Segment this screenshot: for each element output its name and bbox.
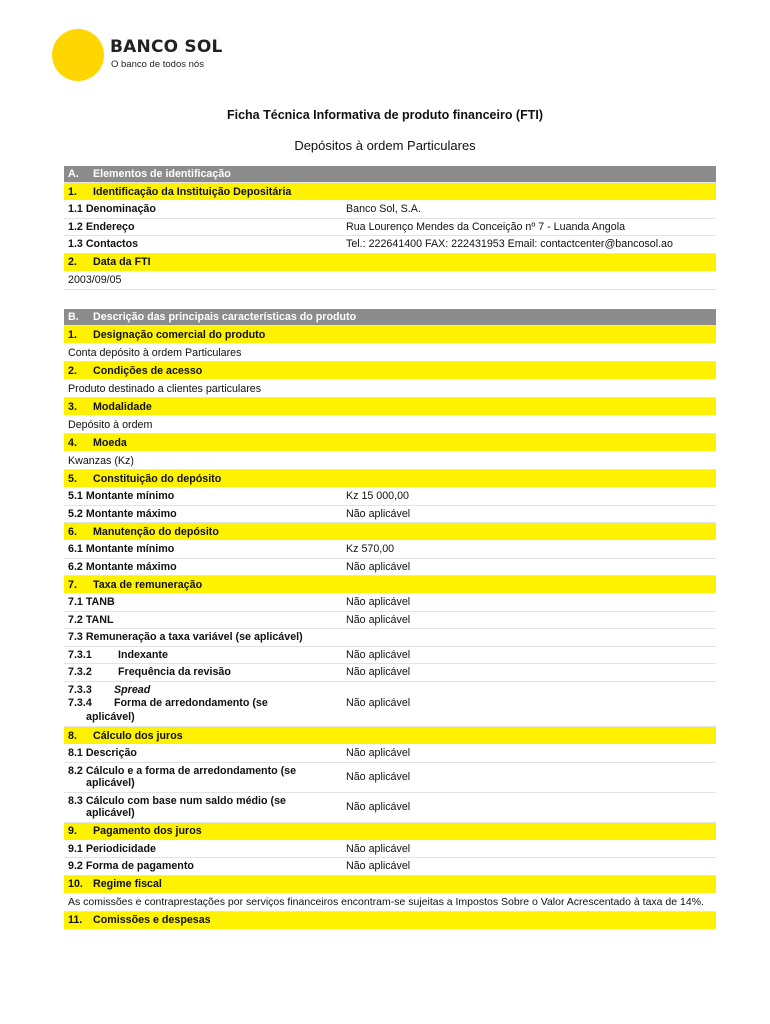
table-row: 9.2 Forma de pagamento Não aplicável — [64, 858, 716, 876]
section-a-table — [64, 166, 716, 290]
section-header: A. Elementos de identificação — [64, 166, 716, 183]
table-row: Kwanzas (Kz) — [64, 452, 716, 470]
subsection-header: 3. Modalidade — [64, 398, 716, 416]
subsection-header: 6. Manutenção do depósito — [64, 523, 716, 541]
table-row: Produto destinado a clientes particulares — [64, 380, 716, 398]
table-row: 1.3 Contactos Tel.: 222641400 FAX: 222431953 Email: contactcenter@bancosol.ao — [64, 236, 716, 254]
table-row: 5.2 Montante máximo Não aplicável — [64, 506, 716, 524]
table-row: 2003/09/05 — [64, 272, 716, 290]
table-row: 7.3 Remuneração a taxa variável (se aplicável) — [64, 629, 716, 647]
table-row: 8.3 Cálculo com base num saldo médio (se aplicável) Não aplicável — [64, 793, 716, 823]
table-row: 6.2 Montante máximo Não aplicável — [64, 559, 716, 577]
subsection-header: 10. Regime fiscal — [64, 876, 716, 894]
document-subtitle: Depósitos à ordem Particulares — [294, 138, 476, 153]
subsection-header: 8. Cálculo dos juros — [64, 727, 716, 745]
section-b-table — [64, 309, 716, 930]
table-row: Conta depósito à ordem Particulares — [64, 344, 716, 362]
table-row: 8.2 Cálculo e a forma de arredondamento (se aplicável) Não aplicável — [64, 763, 716, 793]
table-row: 1.1 Denominação Banco Sol, S.A. — [64, 201, 716, 219]
table-row: 7.3.1 Indexante Não aplicável — [64, 647, 716, 665]
subsection-header: 5. Constituição do depósito — [64, 470, 716, 488]
subsection-header: 1. Designação comercial do produto — [64, 326, 716, 344]
table-row: 8.1 Descrição Não aplicável — [64, 745, 716, 763]
subsection-header: 2. Condições de acesso — [64, 362, 716, 380]
logo-tagline: O banco de todos nós — [111, 59, 204, 70]
table-row: Depósito à ordem — [64, 416, 716, 434]
table-row: 7.1 TANB Não aplicável — [64, 594, 716, 612]
table-row: 7.3.3 Spread 7.3.4 Forma de arredondamento (se aplicável) Não aplicável — [64, 682, 716, 728]
section-header: B. Descrição das principais características do produto — [64, 309, 716, 326]
table-row: 6.1 Montante mínimo Kz 570,00 — [64, 541, 716, 559]
logo-circle — [52, 29, 104, 81]
document-title: Ficha Técnica Informativa de produto financeiro (FTI) — [226, 108, 543, 122]
table-row: 5.1 Montante mínimo Kz 15 000,00 — [64, 488, 716, 506]
table-row: 1.2 Endereço Rua Lourenço Mendes da Conceição nº 7 - Luanda Angola — [64, 219, 716, 237]
subsection-header: 4. Moeda — [64, 434, 716, 452]
subsection-header: 2. Data da FTI — [64, 254, 716, 272]
subsection-header: 7. Taxa de remuneração — [64, 576, 716, 594]
subsection-header: 9. Pagamento dos juros — [64, 823, 716, 841]
table-row: 7.3.2 Frequência da revisão Não aplicável — [64, 664, 716, 682]
logo-name: BANCO SOL — [110, 37, 223, 57]
table-row: 9.1 Periodicidade Não aplicável — [64, 841, 716, 859]
subsection-header: 11. Comissões e despesas — [64, 912, 716, 930]
subsection-header: 1. Identificação da Instituição Depositária — [64, 183, 716, 201]
table-row: 7.2 TANL Não aplicável — [64, 612, 716, 630]
table-row: As comissões e contraprestações por serviços financeiros encontram-se sujeitas a Impostos Sobre o Valor Acrescentado à taxa de 14%. — [64, 894, 716, 912]
